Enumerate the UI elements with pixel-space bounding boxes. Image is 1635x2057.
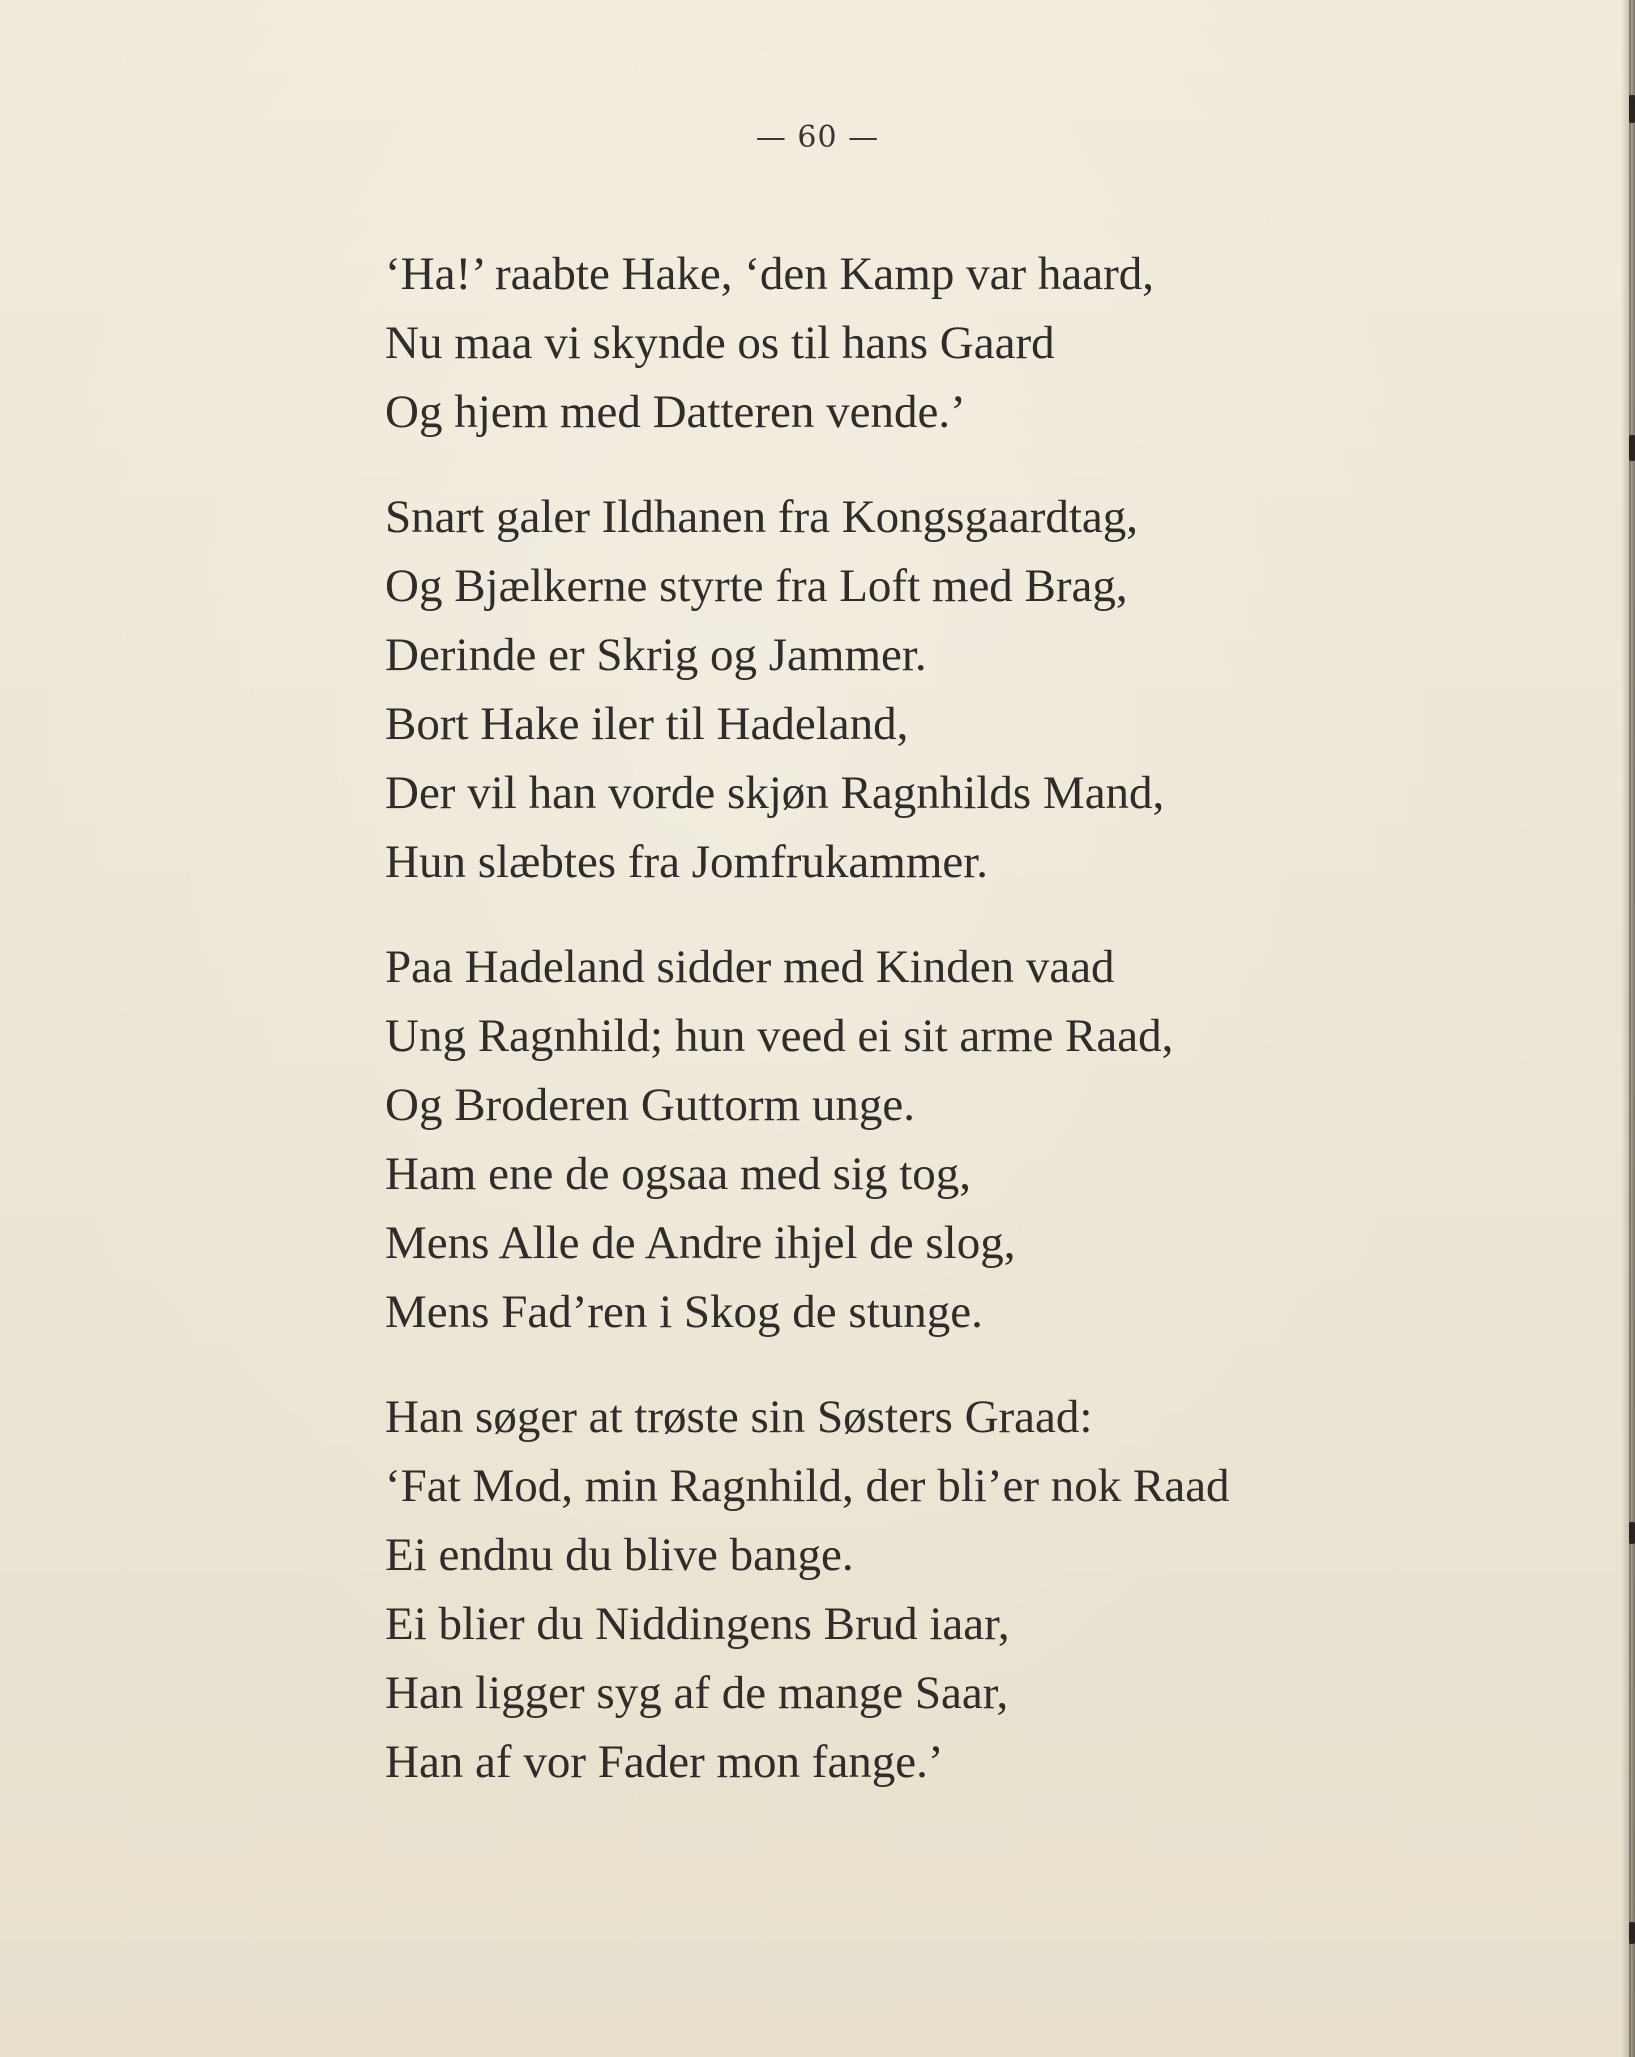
verse-line: Og Broderen Guttorm unge. — [385, 1079, 915, 1131]
verse-line: Der vil han vorde skjøn Ragnhilds Mand, — [385, 767, 1165, 819]
page-number: — 60 — — [755, 120, 880, 155]
page-edge-mark — [1629, 435, 1635, 461]
page-edge-mark — [1629, 1522, 1635, 1544]
stanza — [385, 933, 1385, 1347]
page-edge-line — [1629, 0, 1631, 2057]
verse-line: Ei endnu du blive bange. — [385, 1529, 854, 1581]
verse-line: Ung Ragnhild; hun veed ei sit arme Raad, — [385, 1010, 1174, 1062]
verse-line: Og hjem med Datteren vende.’ — [385, 386, 966, 438]
verse-line: Han af vor Fader mon fange.’ — [385, 1736, 944, 1788]
stanza — [385, 1383, 1385, 1797]
verse-line: Og Bjælkerne styrte fra Loft med Brag, — [385, 560, 1128, 612]
page-edge-mark — [1629, 1922, 1635, 1944]
verse-line: Han søger at trøste sin Søsters Graad: — [385, 1391, 1093, 1443]
verse-line: Mens Alle de Andre ihjel de slog, — [385, 1217, 1016, 1269]
poem-text — [385, 240, 1385, 1833]
verse-line: Bort Hake iler til Hadeland, — [385, 698, 909, 750]
verse-line: Nu maa vi skynde os til hans Gaard — [385, 317, 1055, 369]
verse-line: Hun slæbtes fra Jomfrukammer. — [385, 836, 989, 888]
stanza — [385, 483, 1385, 897]
verse-line: Ei blier du Niddingens Brud iaar, — [385, 1598, 1010, 1650]
verse-line: Snart galer Ildhanen fra Kongsgaardtag, — [385, 491, 1139, 543]
verse-line: Ham ene de ogsaa med sig tog, — [385, 1148, 972, 1200]
verse-line: Paa Hadeland sidder med Kinden vaad — [385, 941, 1115, 993]
verse-line: Derinde er Skrig og Jammer. — [385, 629, 927, 681]
stanza — [385, 240, 1385, 447]
verse-line: ‘Fat Mod, min Ragnhild, der bli’er nok Raad — [385, 1460, 1230, 1512]
page-edge-mark — [1629, 95, 1635, 123]
verse-line: Han ligger syg af de mange Saar, — [385, 1667, 1009, 1719]
verse-line: Mens Fad’ren i Skog de stunge. — [385, 1286, 983, 1338]
page-edge-shadow — [1621, 0, 1635, 2057]
verse-line: ‘Ha!’ raabte Hake, ‘den Kamp var haard, — [385, 248, 1154, 300]
